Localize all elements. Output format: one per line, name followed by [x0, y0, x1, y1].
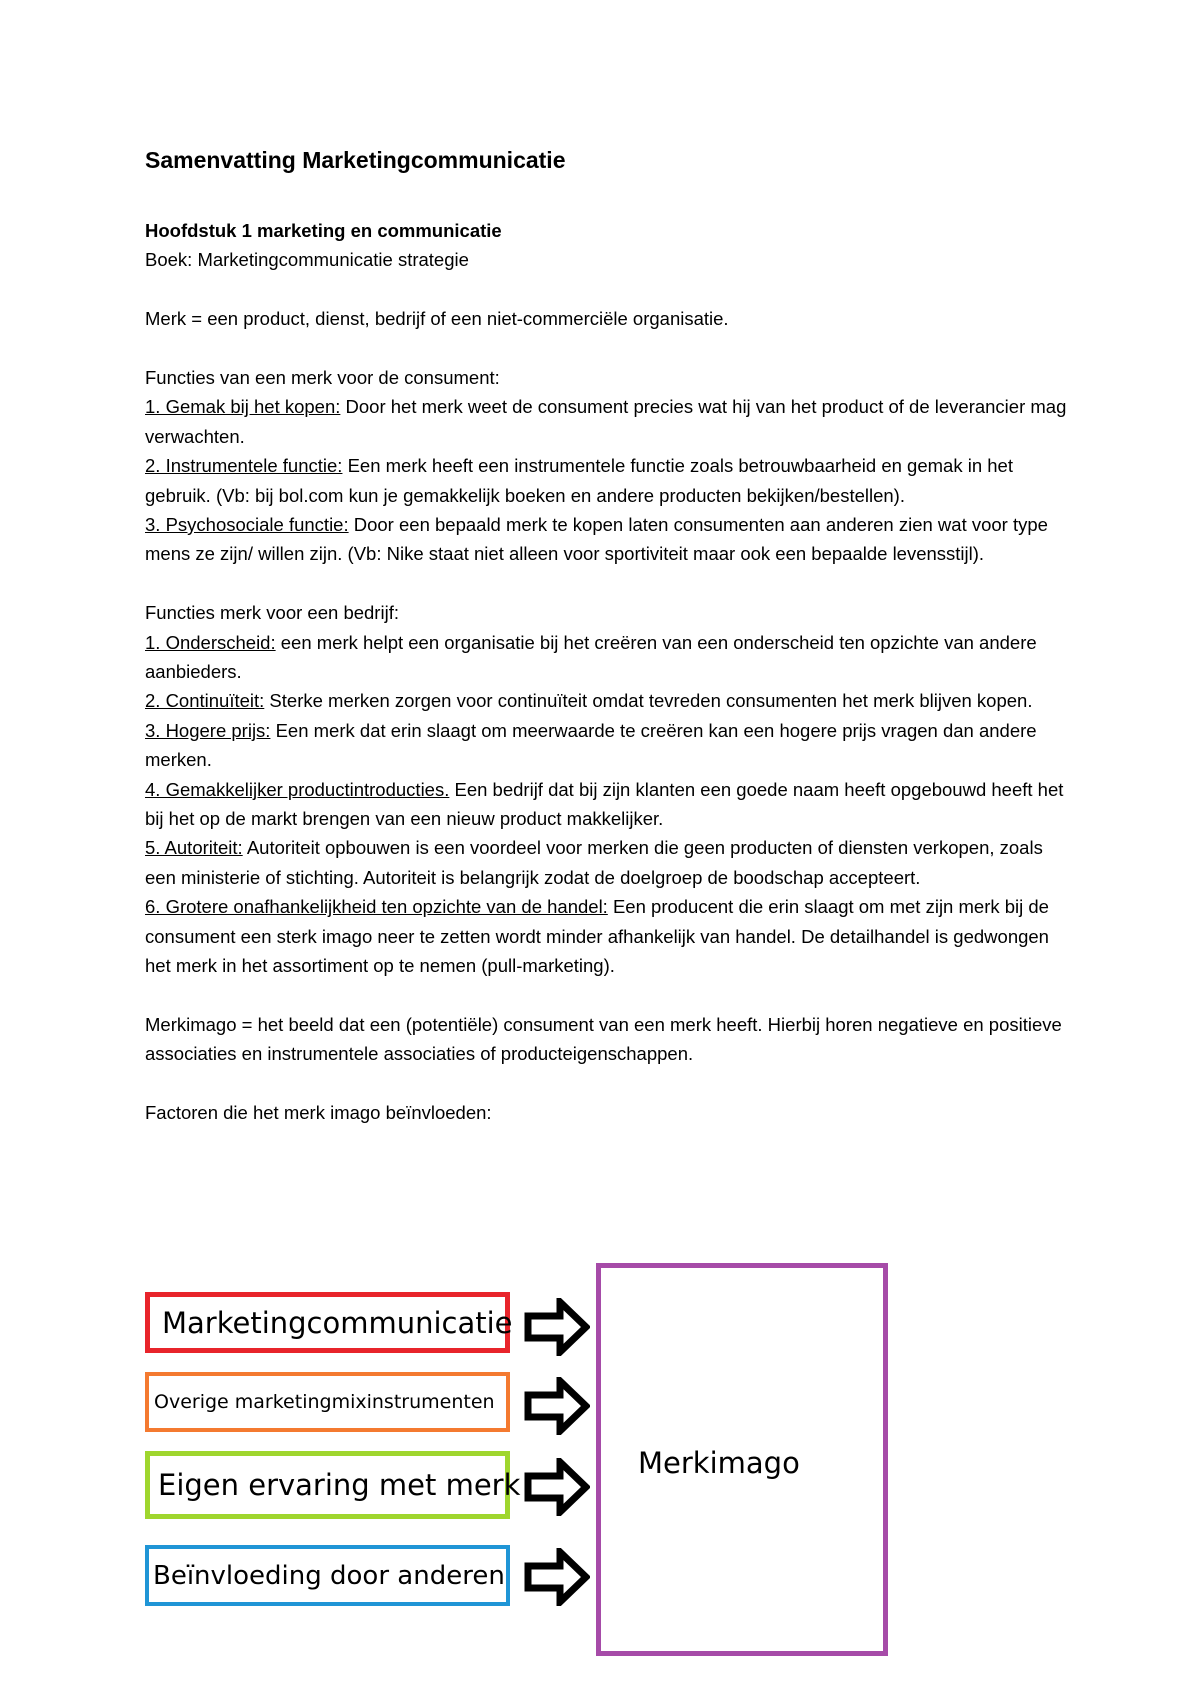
company-functions-heading: Functies merk voor een bedrijf: [145, 602, 399, 624]
factor-box-beinvloeding: Beïnvloeding door anderen [145, 1545, 510, 1606]
document-page [145, 145, 1075, 1128]
company-function-label: 5. Autoriteit: [145, 837, 243, 859]
consumer-function-text: Een merk heeft een instrumentele functie zoals betrouwbaarheid en gemak in het gebruik. (Vb: bij bol.com kun je gemakkelijk boeken en andere producten bekijken/bestellen). [145, 455, 1013, 506]
factors-heading: Factoren die het merk imago beïnvloeden: [145, 1102, 492, 1124]
company-function-text: Een producent die erin slaagt om met zijn merk bij de consument een sterk imago neer te zetten wordt minder afhankelijk van handel. De detailhandel is gedwongen het merk in het assortiment op te nemen (pull-marketing). [145, 896, 1049, 977]
chapter-heading: Hoofdstuk 1 marketing en communicatie [145, 220, 502, 241]
merkimago-definition: Merkimago = het beeld dat een (potentiële) consument van een merk heeft. Hierbij horen negatieve en positieve associaties en instrumentele associaties of producteigenschappen. [145, 1013, 1062, 1065]
spacer [145, 981, 1075, 1010]
consumer-function-label: 1. Gemak bij het kopen: [145, 396, 341, 418]
company-function-label: 1. Onderscheid: [145, 631, 276, 653]
company-function-item [145, 686, 1075, 715]
book-reference: Boek: Marketingcommunicatie strategie [145, 249, 469, 271]
company-function-text: Sterke merken zorgen voor continuïteit omdat tevreden consumenten het merk blijven kopen. [264, 690, 1033, 712]
arrow-right-icon [524, 1458, 590, 1516]
merk-definition: Merk = een product, dienst, bedrijf of een niet-commerciële organisatie. [145, 308, 729, 330]
consumer-function-label: 3. Psychosociale functie: [145, 514, 349, 536]
company-function-text: Een merk dat erin slaagt om meerwaarde te creëren kan een hogere prijs vragen dan andere merken. [145, 719, 1037, 771]
company-function-item [145, 833, 1075, 892]
consumer-function-label: 2. Instrumentele functie: [145, 455, 343, 477]
merkimago-box: Merkimago [596, 1263, 888, 1656]
consumer-functions-heading: Functies van een merk voor de consument: [145, 367, 500, 388]
factor-box-eigen-ervaring: Eigen ervaring met merk [145, 1451, 510, 1519]
spacer [145, 275, 1075, 304]
arrow-right-icon [524, 1548, 590, 1606]
company-function-text: Een bedrijf dat bij zijn klanten een goede naam heeft opgebouwd heeft het bij het op de markt brengen van een nieuw product makkelijker. [145, 778, 1064, 830]
arrow-right-icon [524, 1298, 590, 1356]
company-function-label: 2. Continuïteit: [145, 690, 265, 712]
company-function-text: een merk helpt een organisatie bij het creëren van een onderscheid ten opzichte van andere aanbieders. [145, 631, 1037, 683]
company-function-item [145, 716, 1075, 775]
company-function-text: Autoriteit opbouwen is een voordeel voor merken die geen producten of diensten verkopen, zoals een ministerie of stichting. Autoriteit is belangrijk zodat de doelgroep de boodschap accepteert. [145, 837, 1043, 888]
document-title: Samenvatting Marketingcommunicatie [145, 147, 566, 173]
arrow-right-icon [524, 1377, 590, 1435]
spacer [145, 334, 1075, 363]
company-function-label: 3. Hogere prijs: [145, 719, 271, 741]
company-function-item [145, 628, 1075, 687]
consumer-function-text: Door een bepaald merk te kopen laten consumenten aan anderen zien wat voor type mens ze zijn/ willen zijn. (Vb: Nike staat niet alleen voor sportiviteit maar ook een bepaalde levensstijl). [145, 514, 1048, 565]
company-function-label: 4. Gemakkelijker productintroducties. [145, 778, 450, 800]
spacer [145, 1069, 1075, 1098]
consumer-function-item [145, 451, 1075, 510]
factor-box-marketingcommunicatie: Marketingcommunicatie [145, 1292, 510, 1353]
company-function-item [145, 775, 1075, 834]
factor-box-overige-marketingmix: Overige marketingmixinstrumenten [145, 1372, 510, 1432]
spacer [145, 569, 1075, 598]
consumer-function-text: Door het merk weet de consument precies wat hij van het product of de leverancier mag verwachten. [145, 396, 1067, 447]
company-function-item [145, 892, 1075, 980]
consumer-function-item [145, 392, 1075, 451]
consumer-function-item [145, 510, 1075, 569]
company-function-label: 6. Grotere onafhankelijkheid ten opzichte van de handel: [145, 896, 608, 918]
